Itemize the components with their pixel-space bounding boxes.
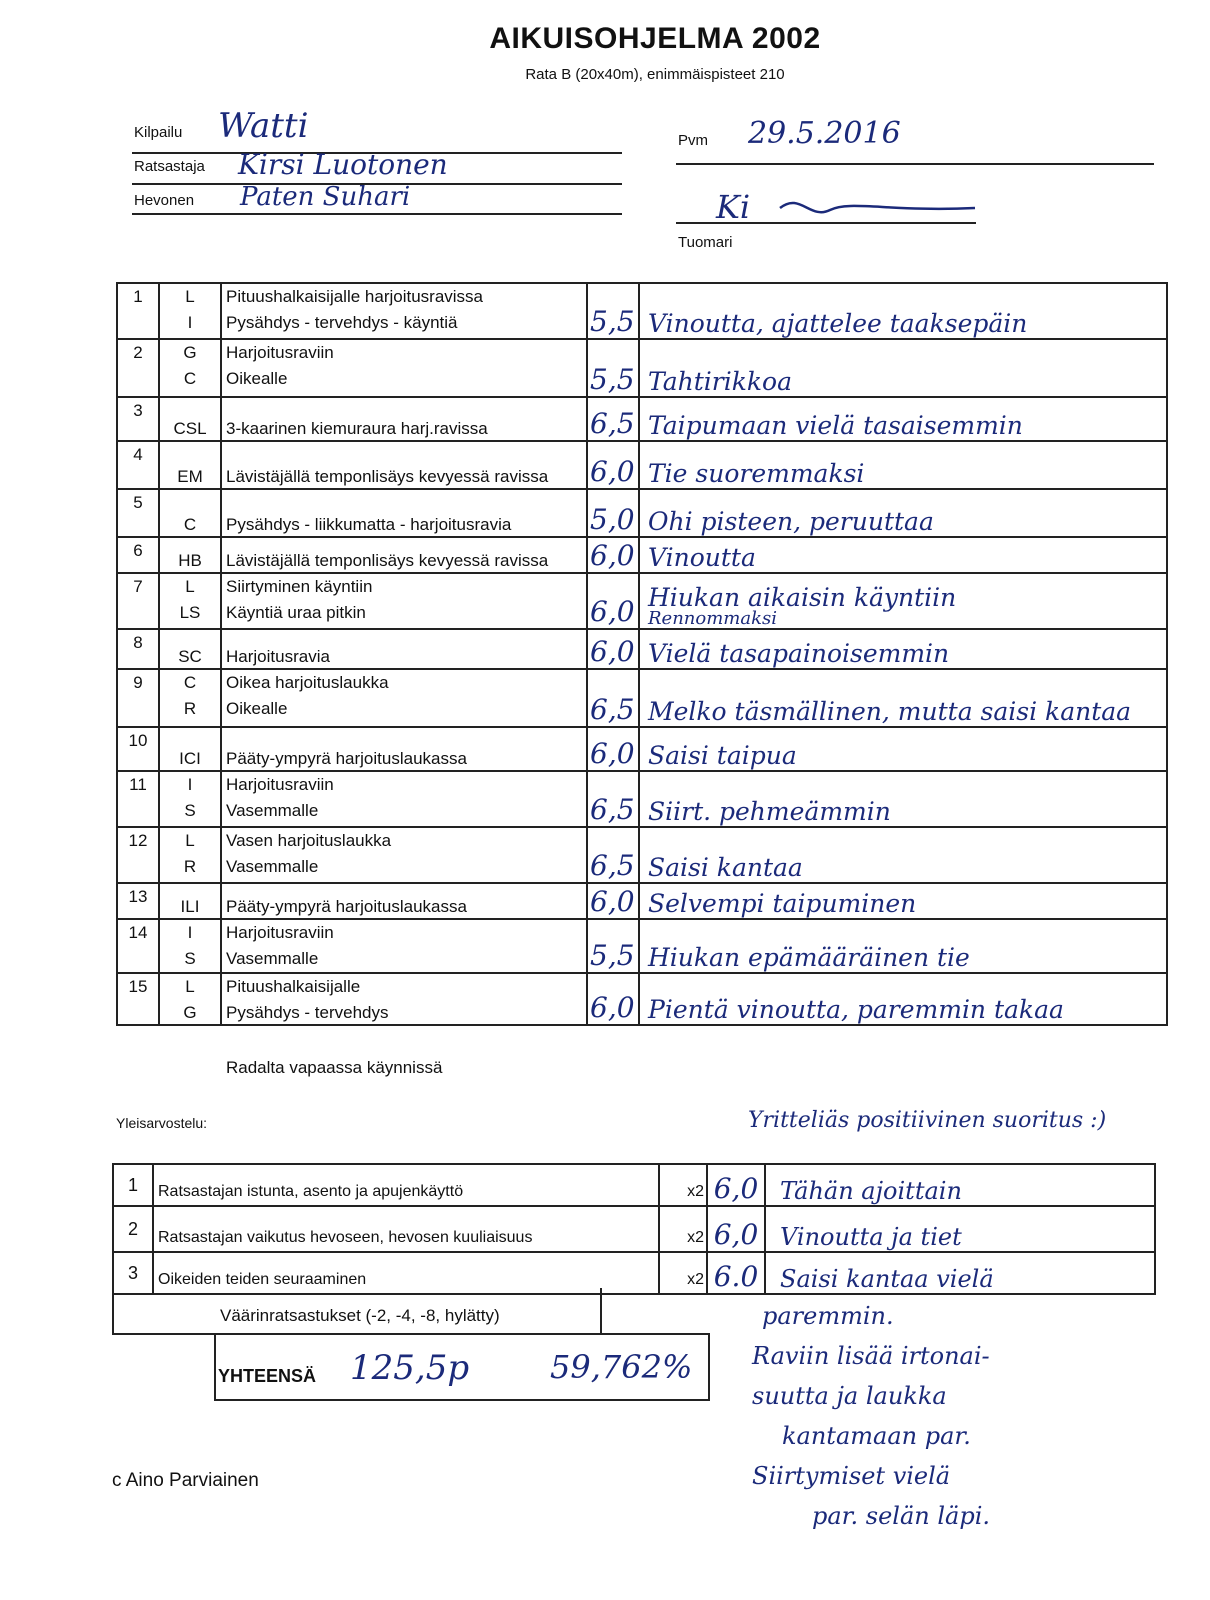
movement-letter: L: [185, 577, 195, 596]
side-note-line: suutta ja laukka: [752, 1382, 947, 1410]
movement-text: Harjoitusraviin: [226, 775, 334, 794]
movement-letter: L: [185, 831, 195, 850]
movement-text: Pääty-ympyrä harjoituslaukassa: [226, 897, 467, 916]
movement-text: Harjoitusravia: [226, 647, 330, 666]
movement-score: 6,5: [587, 827, 639, 883]
general-comment: Saisi kantaa vielä: [765, 1252, 1155, 1294]
movement-row: [117, 441, 1167, 489]
movement-letters: [159, 771, 221, 827]
movement-score: 6,5: [587, 397, 639, 441]
movement-letters: [159, 441, 221, 489]
general-score: 6.0: [707, 1252, 765, 1294]
movement-text: Pituushalkaisijalle harjoitusravissa: [226, 287, 484, 306]
movement-comment-text: Vielä tasapainoisemmin: [648, 639, 950, 668]
page-subtitle: Rata B (20x40m), enimmäispisteet 210: [525, 66, 785, 83]
movement-text: Pituushalkaisijalle: [226, 977, 361, 996]
movement-number: 9: [117, 669, 159, 727]
movement-letter: G: [183, 343, 197, 362]
general-score: 6,0: [707, 1206, 765, 1252]
movement-number: 1: [117, 283, 159, 339]
movement-text: Vasemmalle: [226, 801, 319, 820]
movement-letters: [159, 973, 221, 1025]
movement-comment: [639, 669, 1167, 727]
movement-row: [117, 973, 1167, 1025]
movement-score: 5,5: [587, 919, 639, 973]
movement-description: [221, 537, 587, 573]
movement-score: 6,0: [587, 973, 639, 1025]
side-note-line: Siirtymiset vielä: [752, 1462, 951, 1490]
movement-text: Lävistäjällä temponlisäys kevyessä ravissa: [226, 551, 549, 570]
general-comment: Vinoutta ja tiet: [765, 1206, 1155, 1252]
competition-label: Kilpailu: [134, 124, 183, 141]
movement-comment-text: Melko täsmällinen, mutta saisi kantaa: [648, 697, 1132, 726]
movement-letter: G: [183, 1003, 197, 1022]
movement-comment-text: Saisi kantaa: [648, 853, 803, 882]
movement-score: 6,0: [587, 629, 639, 669]
general-criterion: Ratsastajan istunta, asento ja apujenkäyttö: [153, 1164, 659, 1206]
movement-row: [117, 727, 1167, 771]
movement-description: [221, 397, 587, 441]
date-line: [676, 163, 1154, 165]
movement-score: 6,0: [587, 573, 639, 629]
movement-description: [221, 669, 587, 727]
general-number: 2: [113, 1206, 153, 1252]
movement-letter: LS: [179, 603, 201, 622]
movement-letter: I: [187, 775, 193, 794]
movement-row: [117, 883, 1167, 919]
movement-comment: [639, 827, 1167, 883]
general-top-note: Yritteliäs positiivinen suoritus :): [748, 1108, 1107, 1133]
after-table-note: Radalta vapaassa käynnissä: [226, 1058, 443, 1077]
movement-comment: [639, 629, 1167, 669]
general-multiplier: x2: [659, 1206, 707, 1252]
movement-score: 5,5: [587, 283, 639, 339]
movement-letter: CSL: [173, 419, 207, 438]
side-note-line: Raviin lisää irtonai-: [752, 1342, 990, 1370]
movement-comment-text: Siirt. pehmeämmin: [648, 797, 891, 826]
movement-row: [117, 283, 1167, 339]
errors-divider: [600, 1288, 602, 1334]
movement-text: Lävistäjällä temponlisäys kevyessä ravissa: [226, 467, 549, 486]
general-multiplier: x2: [659, 1164, 707, 1206]
movement-letter: I: [187, 313, 193, 332]
movement-row: [117, 629, 1167, 669]
movement-letters: [159, 283, 221, 339]
movement-letter: ICI: [179, 749, 201, 768]
movement-letters: [159, 573, 221, 629]
movement-row: [117, 397, 1167, 441]
movement-row: [117, 771, 1167, 827]
movement-description: [221, 573, 587, 629]
movement-comment: [639, 573, 1167, 629]
movement-score: 6,0: [587, 537, 639, 573]
total-points: 125,5p: [350, 1348, 470, 1388]
date-value: 29.5.2016: [748, 116, 901, 151]
movement-text: 3-kaarinen kiemuraura harj.ravissa: [226, 419, 488, 438]
rider-label: Ratsastaja: [134, 158, 205, 175]
movement-row: [117, 489, 1167, 537]
movement-text: Pysähdys - tervehdys: [226, 1003, 389, 1022]
judge-line: [676, 222, 976, 224]
movement-letters: [159, 827, 221, 883]
movement-score: 6,0: [587, 441, 639, 489]
movement-letter: L: [185, 977, 195, 996]
judge-signature-scribble: [770, 190, 990, 230]
horse-value: Paten Suhari: [240, 182, 411, 212]
movement-letters: [159, 339, 221, 397]
movement-row: [117, 339, 1167, 397]
movement-text: Harjoitusraviin: [226, 343, 334, 362]
movement-letter: C: [183, 515, 197, 534]
movement-letter: R: [183, 857, 197, 876]
general-comment: Tähän ajoittain: [765, 1164, 1155, 1206]
total-label: YHTEENSÄ: [218, 1366, 317, 1386]
movement-text: Harjoitusraviin: [226, 923, 334, 942]
movement-text: Oikealle: [226, 699, 288, 718]
side-note-line: paremmin.: [762, 1302, 894, 1330]
movement-comment-text: Rennommaksi: [648, 608, 777, 629]
movement-row: [117, 573, 1167, 629]
movement-number: 6: [117, 537, 159, 573]
general-label: Yleisarvostelu:: [116, 1115, 208, 1131]
movement-number: 12: [117, 827, 159, 883]
movement-comment-text: Ohi pisteen, peruuttaa: [648, 507, 934, 536]
errors-border-left: [112, 1288, 114, 1334]
movement-number: 4: [117, 441, 159, 489]
movement-letter: R: [183, 699, 197, 718]
movement-description: [221, 489, 587, 537]
movement-description: [221, 727, 587, 771]
movement-text: Oikealle: [226, 369, 288, 388]
movement-number: 2: [117, 339, 159, 397]
errors-border-bottom: [112, 1333, 216, 1335]
side-note-line: par. selän läpi.: [812, 1502, 991, 1530]
movement-score: 6,5: [587, 771, 639, 827]
side-note-line: kantamaan par.: [782, 1422, 971, 1450]
general-score: 6,0: [707, 1164, 765, 1206]
movement-row: [117, 919, 1167, 973]
movement-score: 6,0: [587, 727, 639, 771]
movement-comment: [639, 283, 1167, 339]
movement-comment-text: Taipumaan vielä tasaisemmin: [648, 411, 1023, 440]
movement-comment: [639, 441, 1167, 489]
rider-value: Kirsi Luotonen: [238, 148, 448, 181]
movement-score: 6,5: [587, 669, 639, 727]
movement-letter: L: [185, 287, 195, 306]
movement-number: 7: [117, 573, 159, 629]
movement-text: Vasemmalle: [226, 857, 319, 876]
movement-comment: [639, 771, 1167, 827]
movement-comment: [639, 339, 1167, 397]
movement-text: Pysähdys - tervehdys - käyntiä: [226, 313, 458, 332]
movement-comment: [639, 397, 1167, 441]
general-number: 1: [113, 1164, 153, 1206]
movement-number: 11: [117, 771, 159, 827]
movement-letters: [159, 489, 221, 537]
movement-comment-text: Hiukan epämääräinen tie: [648, 943, 970, 972]
copyright: c Aino Parviainen: [112, 1470, 259, 1491]
movement-comment-text: Hiukan aikaisin käyntiin: [648, 583, 957, 612]
movement-score: 5,5: [587, 339, 639, 397]
movement-letter: EM: [177, 467, 203, 486]
movement-number: 5: [117, 489, 159, 537]
movement-comment-text: Selvempi taipuminen: [648, 889, 917, 918]
movement-description: [221, 883, 587, 919]
errors-label: Väärinratsastukset (-2, -4, -8, hylätty): [220, 1306, 500, 1325]
movement-row: [117, 827, 1167, 883]
movement-text: Vasemmalle: [226, 949, 319, 968]
movement-number: 8: [117, 629, 159, 669]
movement-row: [117, 669, 1167, 727]
general-multiplier: x2: [659, 1252, 707, 1294]
general-row: [113, 1252, 1155, 1294]
movement-text: Pääty-ympyrä harjoituslaukassa: [226, 749, 467, 768]
movement-comment-text: Saisi taipua: [648, 741, 797, 770]
movement-letters: [159, 397, 221, 441]
horse-label: Hevonen: [134, 192, 195, 209]
movement-number: 14: [117, 919, 159, 973]
movement-description: [221, 339, 587, 397]
movement-score: 6,0: [587, 883, 639, 919]
movement-number: 10: [117, 727, 159, 771]
movement-comment-text: Vinoutta, ajattelee taaksepäin: [648, 309, 1028, 338]
judge-label: Tuomari: [678, 234, 733, 251]
movement-letters: [159, 629, 221, 669]
movement-number: 3: [117, 397, 159, 441]
page-title: AIKUISOHJELMA 2002: [489, 22, 821, 55]
movement-text: Siirtyminen käyntiin: [226, 577, 373, 596]
movement-score: 5,0: [587, 489, 639, 537]
movement-comment: [639, 537, 1167, 573]
movement-comment-text: Tie suoremmaksi: [648, 459, 865, 488]
movement-letter: I: [187, 923, 193, 942]
general-row: [113, 1164, 1155, 1206]
movement-letters: [159, 883, 221, 919]
movement-comment-text: Tahtirikkoa: [648, 367, 792, 396]
movement-description: [221, 771, 587, 827]
total-percent: 59,762%: [550, 1348, 693, 1386]
movement-letter: S: [184, 801, 196, 820]
movements-table: [116, 282, 1168, 1026]
movement-comment: [639, 883, 1167, 919]
general-row: [113, 1206, 1155, 1252]
movement-letter: SC: [178, 647, 202, 666]
judge-signature: Ki: [716, 188, 751, 226]
movement-description: [221, 827, 587, 883]
movement-number: 13: [117, 883, 159, 919]
side-notes: [752, 1296, 1172, 1536]
movement-comment: [639, 489, 1167, 537]
movement-text: Oikea harjoituslaukka: [226, 673, 389, 692]
movement-text: Pysähdys - liikkumatta - harjoitusravia: [226, 515, 512, 534]
movement-description: [221, 629, 587, 669]
movement-letter: HB: [178, 551, 202, 570]
competition-value: Watti: [218, 106, 309, 146]
movement-letters: [159, 537, 221, 573]
movement-comment-text: Vinoutta: [648, 543, 756, 572]
movement-letter: S: [184, 949, 196, 968]
horse-line: [132, 213, 622, 215]
movement-description: [221, 441, 587, 489]
general-criterion: Oikeiden teiden seuraaminen: [153, 1252, 659, 1294]
movement-letters: [159, 727, 221, 771]
movement-letters: [159, 919, 221, 973]
movement-letter: C: [183, 673, 197, 692]
movement-row: [117, 537, 1167, 573]
movement-description: [221, 919, 587, 973]
movement-comment: [639, 973, 1167, 1025]
movement-letter: C: [183, 369, 197, 388]
movement-comment-text: Pientä vinoutta, paremmin takaa: [648, 995, 1064, 1024]
movement-letter: ILI: [180, 897, 200, 916]
date-label: Pvm: [678, 132, 708, 149]
movement-number: 15: [117, 973, 159, 1025]
movement-comment: [639, 919, 1167, 973]
movement-text: Vasen harjoituslaukka: [226, 831, 392, 850]
movement-letters: [159, 669, 221, 727]
movement-text: Käyntiä uraa pitkin: [226, 603, 366, 622]
general-number: 3: [113, 1252, 153, 1294]
general-criterion: Ratsastajan vaikutus hevoseen, hevosen kuuliaisuus: [153, 1206, 659, 1252]
movement-description: [221, 973, 587, 1025]
movement-comment: [639, 727, 1167, 771]
movement-description: [221, 283, 587, 339]
